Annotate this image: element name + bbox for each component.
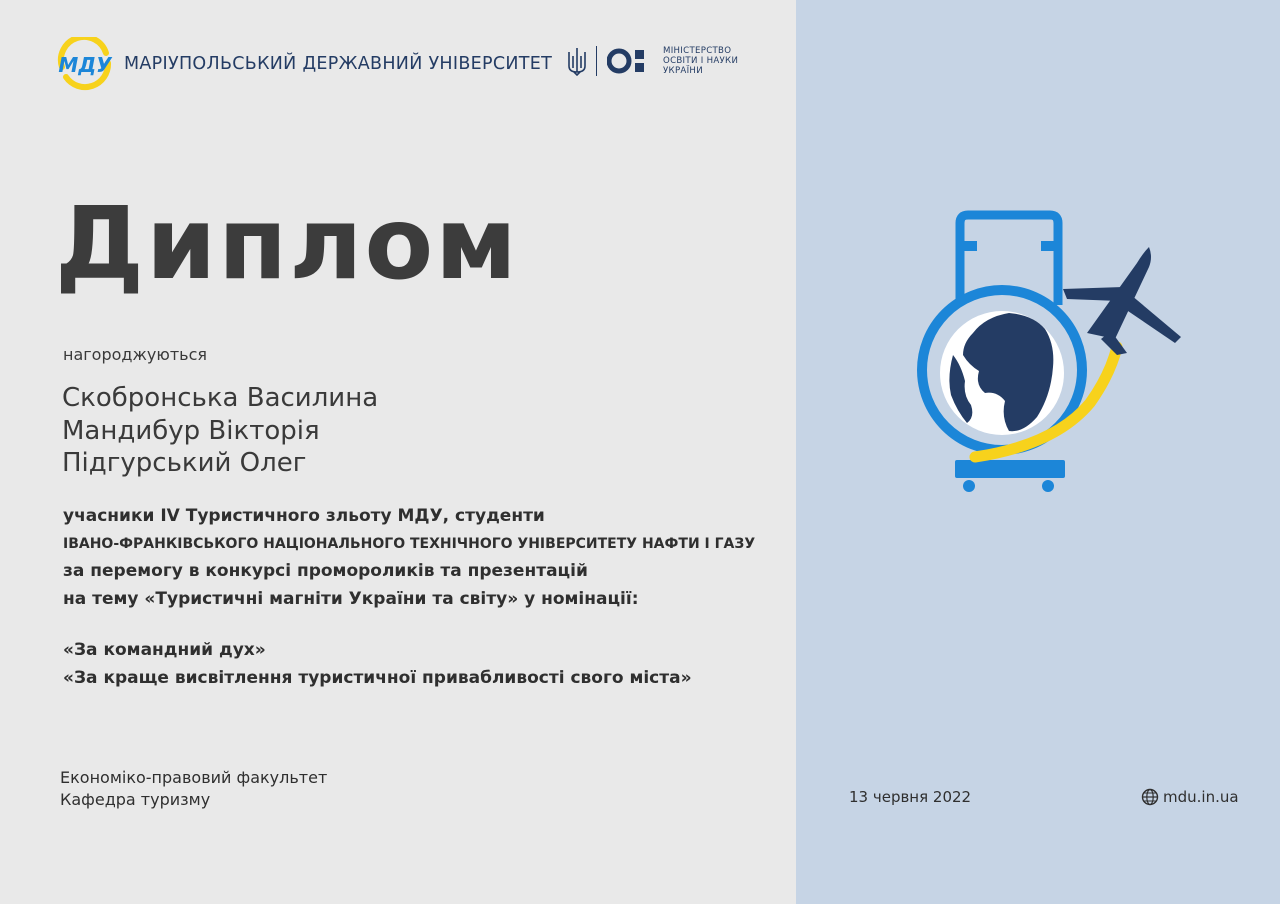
ministry-name bbox=[663, 46, 738, 76]
ministry-logo-icon bbox=[607, 46, 657, 76]
ministry-divider bbox=[596, 46, 597, 76]
description-line: за перемогу в конкурсі промороликів та презентацій bbox=[63, 561, 588, 581]
description-line: учасники IV Туристичного зльоту МДУ, студенти bbox=[63, 506, 545, 526]
recipient-name: Скобронська Василина bbox=[62, 383, 379, 413]
department-name: Кафедра туризму bbox=[60, 790, 211, 809]
faculty-info bbox=[60, 767, 327, 811]
globe-icon bbox=[1141, 788, 1159, 806]
suitcase-globe-illustration bbox=[905, 205, 1195, 505]
recipient-name: Підгурський Олег bbox=[62, 448, 307, 478]
recipient-name: Мандибур Вікторія bbox=[62, 415, 320, 446]
description-university: ІВАНО-ФРАНКІВСЬКОГО НАЦІОНАЛЬНОГО ТЕХНІЧНОГО УНІВЕРСИТЕТУ НАФТИ І ГАЗУ bbox=[63, 535, 756, 552]
nomination-item: «За краще висвітлення туристичної привабливості свого міста» bbox=[63, 667, 692, 688]
mdu-logo-icon bbox=[56, 37, 114, 91]
university-name: МАРІУПОЛЬСЬКИЙ ДЕРЖАВНИЙ УНІВЕРСИТЕТ bbox=[124, 54, 553, 74]
ministry-header bbox=[566, 44, 738, 78]
ministry-line-2: ОСВІТИ І НАУКИ bbox=[663, 56, 739, 66]
nominations-list bbox=[63, 637, 692, 692]
faculty-name: Економіко-правовий факультет bbox=[60, 768, 328, 787]
logo-text: МДУ bbox=[58, 53, 112, 77]
website-link[interactable] bbox=[1141, 788, 1239, 806]
trident-icon bbox=[566, 46, 588, 76]
diploma-title: Диплом bbox=[55, 185, 519, 302]
university-header bbox=[56, 36, 552, 92]
awarded-label: нагороджуються bbox=[63, 345, 207, 364]
award-description bbox=[63, 503, 755, 613]
ministry-line-1: МІНІСТЕРСТВО bbox=[663, 46, 732, 56]
website-text: mdu.in.ua bbox=[1163, 788, 1239, 806]
recipient-names bbox=[62, 382, 378, 480]
award-date: 13 червня 2022 bbox=[849, 788, 972, 806]
ministry-line-3: УКРАЇНИ bbox=[663, 66, 703, 76]
nomination-item: «За командний дух» bbox=[63, 640, 266, 660]
description-line: на тему «Туристичні магніти України та світу» у номінації: bbox=[63, 588, 639, 609]
